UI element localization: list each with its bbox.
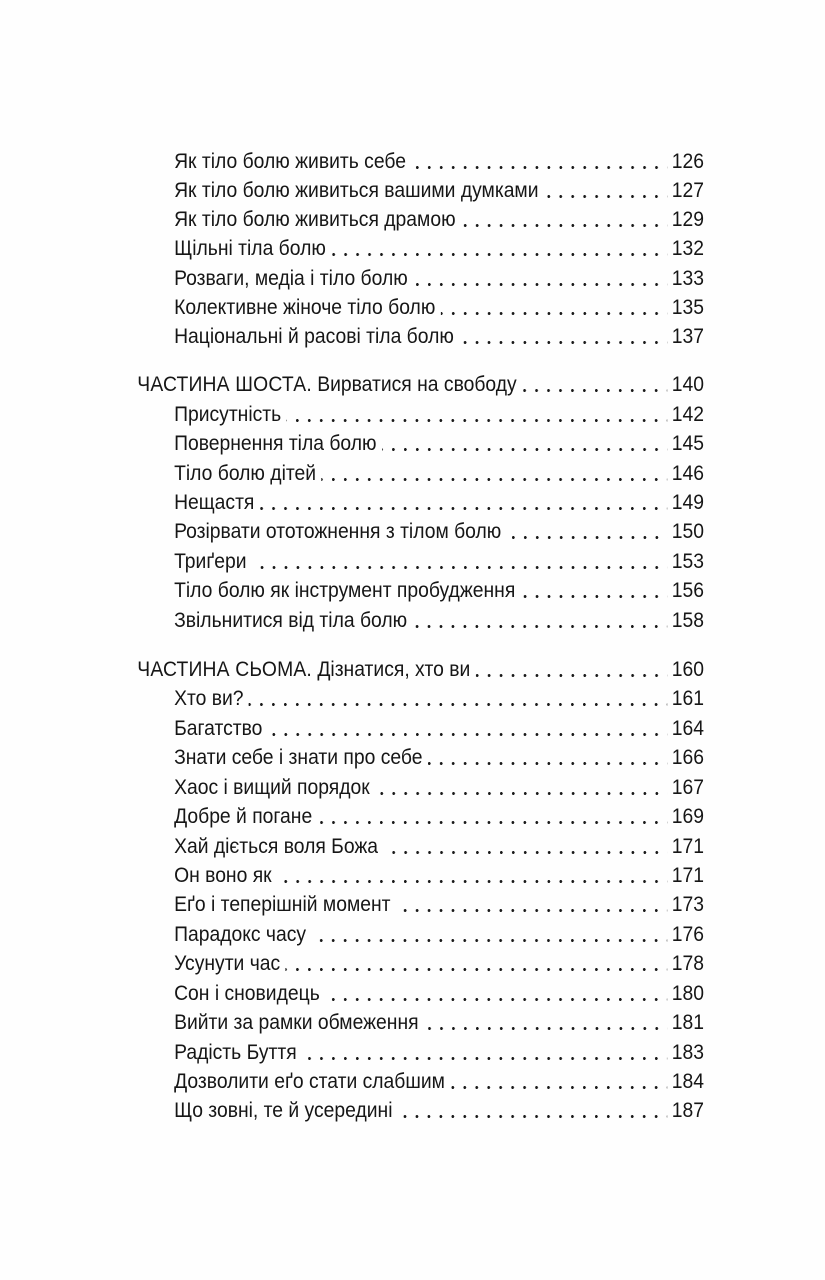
toc-entry-page: 173: [671, 893, 704, 916]
toc-entry-page: 145: [671, 432, 704, 455]
dot-leader: [384, 851, 668, 854]
dot-leader: [411, 166, 667, 169]
toc-entry[interactable]: [174, 322, 704, 351]
dot-leader: [382, 448, 667, 451]
part-title: Вирватися на свободу: [317, 373, 517, 396]
toc-entry[interactable]: [174, 400, 704, 429]
toc-entry-title: Колективне жіноче тіло болю: [174, 296, 436, 319]
dot-leader: [302, 1057, 667, 1060]
dot-leader: [252, 566, 667, 569]
toc-entry[interactable]: [174, 234, 704, 263]
toc-entry-page: 137: [671, 325, 704, 348]
toc-entry[interactable]: [174, 949, 704, 978]
toc-entry[interactable]: [174, 1038, 704, 1067]
part-separator: .: [306, 658, 312, 681]
toc-entry[interactable]: [174, 890, 704, 919]
toc-entry-title: Сон і сновидець: [174, 982, 320, 1005]
toc-entry[interactable]: [174, 293, 704, 322]
dot-leader: [287, 419, 667, 422]
toc-entry-title: Що зовні, те й усередині: [174, 1099, 393, 1122]
dot-leader: [322, 478, 668, 481]
toc-entry-page: 150: [671, 520, 704, 543]
toc-entry[interactable]: [174, 205, 704, 234]
toc-entry[interactable]: [174, 1096, 704, 1125]
dot-leader: [507, 536, 667, 539]
dot-leader: [286, 968, 667, 971]
dot-leader: [413, 625, 668, 628]
toc-entry-title: Вийти за рамки обмеження: [174, 1011, 419, 1034]
dot-leader: [413, 283, 667, 286]
toc-entry-page: 132: [671, 237, 704, 260]
toc-entry[interactable]: [174, 714, 704, 743]
toc-entry-title: Усунути час: [174, 952, 281, 975]
toc-entry[interactable]: [174, 1067, 704, 1096]
dot-leader: [441, 312, 667, 315]
toc-entry-title: Парадокс часу: [174, 923, 307, 946]
part-title: Дізнатися, хто ви: [317, 658, 471, 681]
toc-entry-page: 180: [671, 982, 704, 1005]
toc-entry-title: Нещастя: [174, 491, 255, 514]
dot-leader: [249, 703, 667, 706]
toc-entry-page: 127: [671, 179, 704, 202]
toc-entry[interactable]: [174, 459, 704, 488]
toc-entry[interactable]: [174, 832, 704, 861]
toc-entry[interactable]: [174, 576, 704, 605]
toc-entry-page: 183: [671, 1041, 704, 1064]
toc-entry-page: 164: [671, 717, 704, 740]
toc-entry[interactable]: [174, 147, 704, 176]
toc-entry-title: Розірвати ототожнення з тілом болю: [174, 520, 502, 543]
toc-entry-title: Он воно як: [174, 864, 272, 887]
toc-entry-title: Хто ви?: [174, 687, 244, 710]
toc-entry-page: 184: [671, 1070, 704, 1093]
dot-leader: [268, 733, 667, 736]
toc-entry-title: Радість Буття: [174, 1041, 297, 1064]
toc-entry[interactable]: [174, 547, 704, 576]
toc-entry[interactable]: [174, 488, 704, 517]
toc-entry-page: 178: [671, 952, 704, 975]
part-label: ЧАСТИНА СЬОМА: [137, 658, 307, 681]
toc-entry[interactable]: [174, 176, 704, 205]
dot-leader: [312, 939, 668, 942]
toc-entry-page: 167: [671, 776, 704, 799]
toc-entry-title: Повернення тіла болю: [174, 432, 377, 455]
dot-leader: [521, 595, 667, 598]
toc-entry-title: Хай діється воля Божа: [174, 835, 379, 858]
toc-entry[interactable]: [174, 684, 704, 713]
dot-leader: [277, 880, 667, 883]
dot-leader: [522, 389, 667, 392]
toc-entry-page: 187: [671, 1099, 704, 1122]
dot-leader: [398, 1115, 667, 1118]
toc-entry[interactable]: [174, 264, 704, 293]
toc-entry-title: Знати себе і знати про себе: [174, 746, 423, 769]
toc-entry-page: 146: [671, 462, 704, 485]
dot-leader: [396, 909, 667, 912]
part-label: ЧАСТИНА ШОСТА: [137, 373, 307, 396]
toc-entry[interactable]: [174, 517, 704, 546]
toc-entry-title: Як тіло болю живиться вашими думками: [174, 179, 539, 202]
toc-entry-page: 142: [671, 403, 704, 426]
dot-leader: [375, 792, 667, 795]
dot-leader: [461, 224, 667, 227]
dot-leader: [450, 1086, 667, 1089]
toc-entry[interactable]: [174, 1008, 704, 1037]
toc-entry[interactable]: [174, 743, 704, 772]
toc-entry[interactable]: [174, 802, 704, 831]
part-separator: .: [306, 373, 312, 396]
toc-entry-title: Розваги, медіа і тіло болю: [174, 267, 408, 290]
toc-entry-page: 126: [671, 150, 704, 173]
toc-entry-title: Хаос і вищий порядок: [174, 776, 370, 799]
toc-part-entry[interactable]: [137, 370, 704, 399]
toc-entry[interactable]: [174, 606, 704, 635]
toc-entry-title: Дозволити еґо стати слабшим: [174, 1070, 445, 1093]
toc-entry-page: 171: [671, 864, 704, 887]
toc-entry-page: 149: [671, 491, 704, 514]
dot-leader: [476, 674, 667, 677]
toc-entry-page: 156: [671, 579, 704, 602]
dot-leader: [325, 998, 667, 1001]
toc-entry-title: Триґери: [174, 550, 247, 573]
toc-entry[interactable]: [174, 773, 704, 802]
dot-leader: [459, 341, 667, 344]
toc-entry[interactable]: [174, 861, 704, 890]
toc-entry-title: Національні й расові тіла болю: [174, 325, 454, 348]
dot-leader: [260, 507, 667, 510]
toc-entry-page: 161: [671, 687, 704, 710]
toc-entry-page: 176: [671, 923, 704, 946]
toc-entry-title: Добре й погане: [174, 805, 313, 828]
toc-entry-page: 181: [671, 1011, 704, 1034]
toc-entry-page: 169: [671, 805, 704, 828]
toc-entry[interactable]: [174, 920, 704, 949]
toc-entry[interactable]: [174, 979, 704, 1008]
toc-entry-title: Тіло болю дітей: [174, 462, 317, 485]
toc-entry-page: 153: [671, 550, 704, 573]
toc-entry-page: 171: [671, 835, 704, 858]
dot-leader: [318, 821, 667, 824]
toc-entry-title: Присутність: [174, 403, 282, 426]
toc-entry-title: Тіло болю як інструмент пробудження: [174, 579, 516, 602]
toc-entry-page: 166: [671, 746, 704, 769]
toc-entry[interactable]: [174, 429, 704, 458]
toc-entry-page: 160: [671, 658, 704, 681]
toc-entry-page: 133: [671, 267, 704, 290]
toc-entry-page: 140: [671, 373, 704, 396]
toc-entry-page: 135: [671, 296, 704, 319]
toc-entry-title: Щільні тіла болю: [174, 237, 326, 260]
toc-part-entry[interactable]: [137, 655, 704, 684]
toc-entry-page: 158: [671, 609, 704, 632]
dot-leader: [428, 762, 667, 765]
toc-entry-title: Як тіло болю живить себе: [174, 150, 406, 173]
toc-entry-title: Як тіло болю живиться драмою: [174, 208, 456, 231]
toc-entry-title: Еґо і теперішній момент: [174, 893, 391, 916]
dot-leader: [544, 195, 667, 198]
dot-leader: [331, 253, 667, 256]
toc-entry-page: 129: [671, 208, 704, 231]
toc-entry-title: Багатство: [174, 717, 263, 740]
dot-leader: [424, 1027, 667, 1030]
toc-entry-title: Звільнитися від тіла болю: [174, 609, 408, 632]
